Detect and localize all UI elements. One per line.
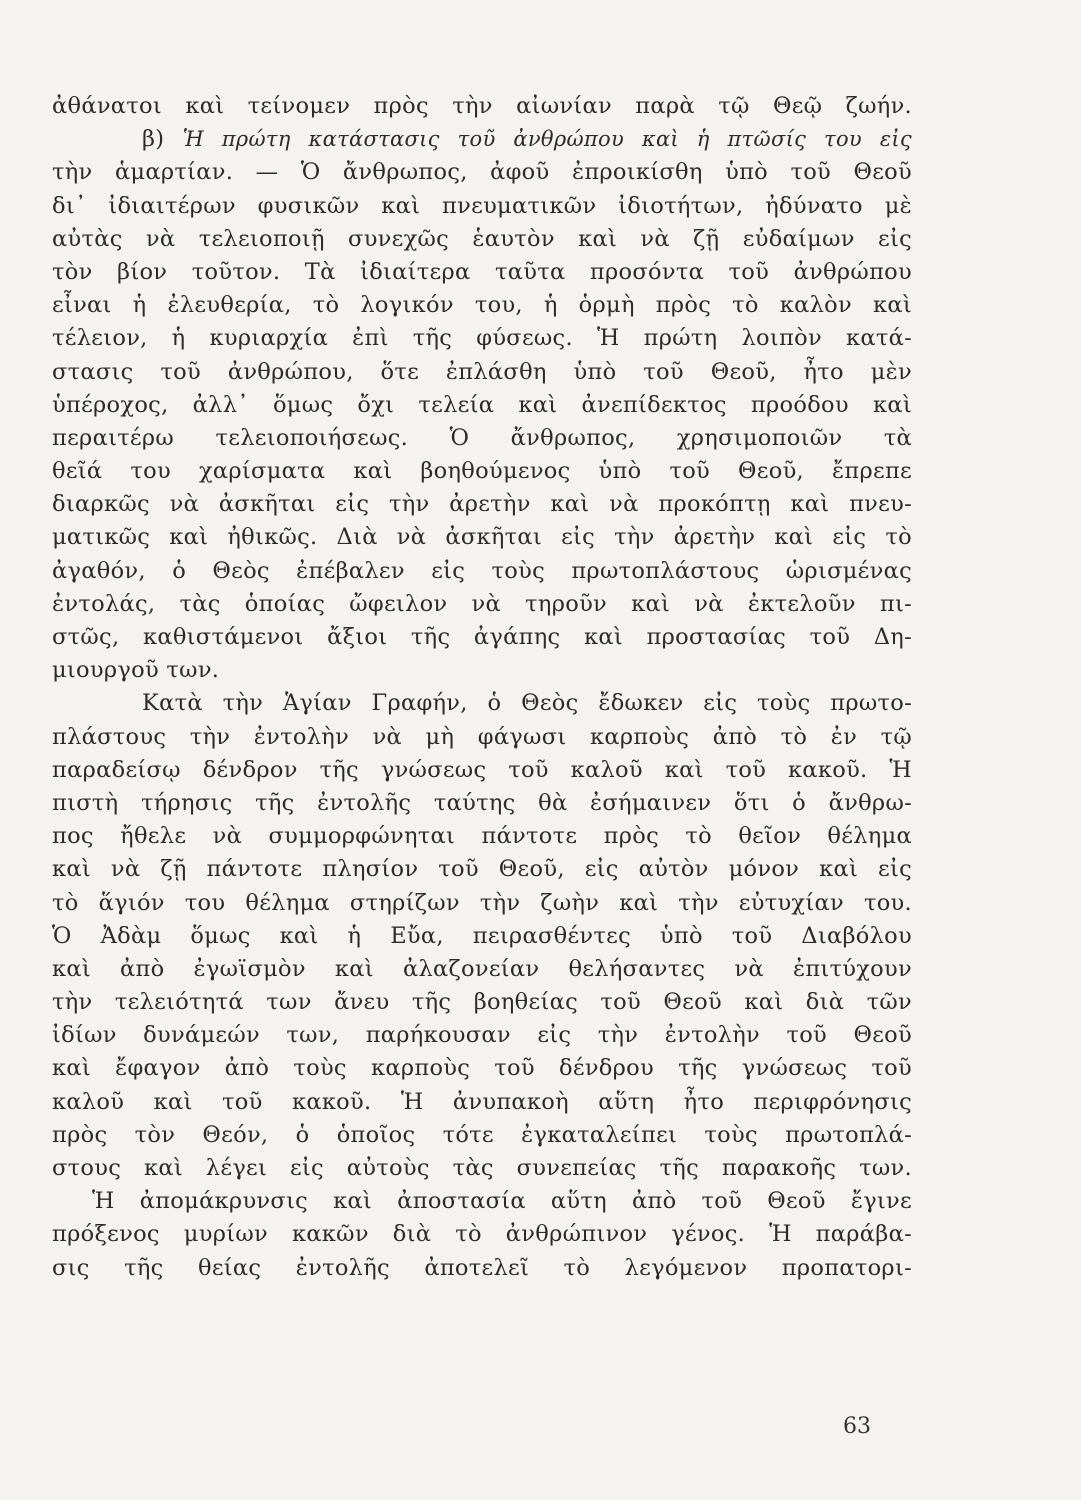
text-line: καὶ νὰ ζῇ πάντοτε πλησίον τοῦ Θεοῦ, εἰς αὐτὸν μόνον καὶ εἰς — [52, 856, 912, 883]
text-line: αὐτὰς νὰ τελειοποιῇ συνεχῶς ἑαυτὸν καὶ νὰ ζῇ εὐδαίμων εἰς — [52, 225, 912, 252]
text-line: Ὁ Ἀδὰμ ὅμως καὶ ἡ Εὔα, πειρασθέντες ὑπὸ τοῦ Διαβόλου — [52, 922, 912, 949]
text-line: τὸν βίον τοῦτον. Τὰ ἰδιαίτερα ταῦτα προσόντα τοῦ ἀνθρώπου — [52, 258, 912, 285]
text-line: τὴν ἁμαρτίαν. — Ὁ ἄνθρωπος, ἀφοῦ ἐπροικίσθη ὑπὸ τοῦ Θεοῦ — [52, 159, 912, 186]
text-line: καὶ ἔφαγον ἀπὸ τοὺς καρποὺς τοῦ δένδρου τῆς γνώσεως τοῦ — [52, 1055, 912, 1082]
text-line: καὶ ἀπὸ ἐγωϊσμὸν καὶ ἀλαζονείαν θελήσαντες νὰ ἐπιτύχουν — [52, 955, 912, 982]
text-line: σις τῆς θείας ἐντολῆς ἀποτελεῖ τὸ λεγόμενον προπατορι- — [52, 1254, 912, 1281]
text-line: περαιτέρω τελειοποιήσεως. Ὁ ἄνθρωπος, χρησιμοποιῶν τὰ — [52, 424, 912, 451]
text-line: ὑπέροχος, ἀλλ᾿ ὅμως ὄχι τελεία καὶ ἀνεπίδεκτος προόδου καὶ — [52, 391, 912, 418]
text-line: μιουργοῦ των. — [52, 657, 220, 684]
section-label: β) — [142, 126, 183, 153]
text-line: Κατὰ τὴν Ἁγίαν Γραφήν, ὁ Θεὸς ἔδωκεν εἰς τοὺς πρωτο- — [142, 690, 912, 717]
text-line: Ἡ ἀπομάκρυνσις καὶ ἀποστασία αὕτη ἀπὸ τοῦ Θεοῦ ἔγινε — [92, 1188, 912, 1215]
text-line: διαρκῶς νὰ ἀσκῆται εἰς τὴν ἀρετὴν καὶ νὰ προκόπτῃ καὶ πνευ- — [52, 491, 912, 518]
text-line: ἐντολάς, τὰς ὁποίας ὤφειλον νὰ τηροῦν καὶ νὰ ἐκτελοῦν πι- — [52, 590, 912, 617]
text-line: πρὸς τὸν Θεόν, ὁ ὁποῖος τότε ἐγκαταλείπει τοὺς πρωτοπλά- — [52, 1121, 912, 1148]
text-line: πρόξενος μυρίων κακῶν διὰ τὸ ἀνθρώπινον γένος. Ἡ παράβα- — [52, 1221, 912, 1248]
text-line: στους καὶ λέγει εἰς αὐτοὺς τὰς συνεπείας τῆς παρακοῆς των. — [52, 1155, 912, 1181]
text-line: δι᾿ ἰδιαιτέρων φυσικῶν καὶ πνευματικῶν ἰδιοτήτων, ἠδύνατο μὲ — [52, 192, 912, 219]
text-line: πιστὴ τήρησις τῆς ἐντολῆς ταύτης θὰ ἐσήμαινεν ὅτι ὁ ἄνθρω- — [52, 789, 912, 816]
text-line: εἶναι ἡ ἐλευθερία, τὸ λογικόν του, ἡ ὁρμὴ πρὸς τὸ καλὸν καὶ — [52, 292, 912, 319]
section-title: Ἡ πρώτη κατάστασις τοῦ ἀνθρώπου καὶ ἡ πτῶσίς του εἰς — [182, 127, 912, 152]
text-line: θεῖά του χαρίσματα καὶ βοηθούμενος ὑπὸ τοῦ Θεοῦ, ἔπρεπε — [52, 458, 912, 485]
text-line: ἀγαθόν, ὁ Θεὸς ἐπέβαλεν εἰς τοὺς πρωτοπλάστους ὡρισμένας — [52, 557, 912, 584]
text-line: καλοῦ καὶ τοῦ κακοῦ. Ἡ ἀνυπακοὴ αὕτη ἦτο περιφρόνησις — [52, 1088, 912, 1115]
body-text — [52, 90, 912, 1285]
text-line: ματικῶς καὶ ἠθικῶς. Διὰ νὰ ἀσκῆται εἰς τὴν ἀρετὴν καὶ εἰς τὸ — [52, 524, 912, 551]
page-number: 63 — [843, 1414, 871, 1439]
text-line: τὸ ἅγιόν του θέλημα στηρίζων τὴν ζωὴν καὶ τὴν εὐτυχίαν του. — [52, 889, 912, 916]
text-line: πλάστους τὴν ἐντολὴν νὰ μὴ φάγωσι καρποὺς ἀπὸ τὸ ἐν τῷ — [52, 723, 912, 750]
text-line: πος ἤθελε νὰ συμμορφώνηται πάντοτε πρὸς τὸ θεῖον θέλημα — [52, 823, 912, 850]
text-line: ἀθάνατοι καὶ τείνομεν πρὸς τὴν αἰωνίαν παρὰ τῷ Θεῷ ζωήν. — [52, 93, 912, 119]
text-line: τὴν τελειότητά των ἄνευ τῆς βοηθείας τοῦ Θεοῦ καὶ διὰ τῶν — [52, 989, 912, 1016]
text-line: στῶς, καθιστάμενοι ἄξιοι τῆς ἀγάπης καὶ προστασίας τοῦ Δη- — [52, 624, 912, 650]
text-line: ἰδίων δυνάμεών των, παρήκουσαν εἰς τὴν ἐντολὴν τοῦ Θεοῦ — [52, 1022, 912, 1049]
text-line: στασις τοῦ ἀνθρώπου, ὅτε ἐπλάσθη ὑπὸ τοῦ Θεοῦ, ἦτο μὲν — [52, 358, 912, 385]
text-line: τέλειον, ἡ κυριαρχία ἐπὶ τῆς φύσεως. Ἡ πρώτη λοιπὸν κατά- — [52, 325, 912, 352]
section-heading — [52, 123, 912, 156]
text-line: παραδείσῳ δένδρον τῆς γνώσεως τοῦ καλοῦ καὶ τοῦ κακοῦ. Ἡ — [52, 756, 912, 783]
